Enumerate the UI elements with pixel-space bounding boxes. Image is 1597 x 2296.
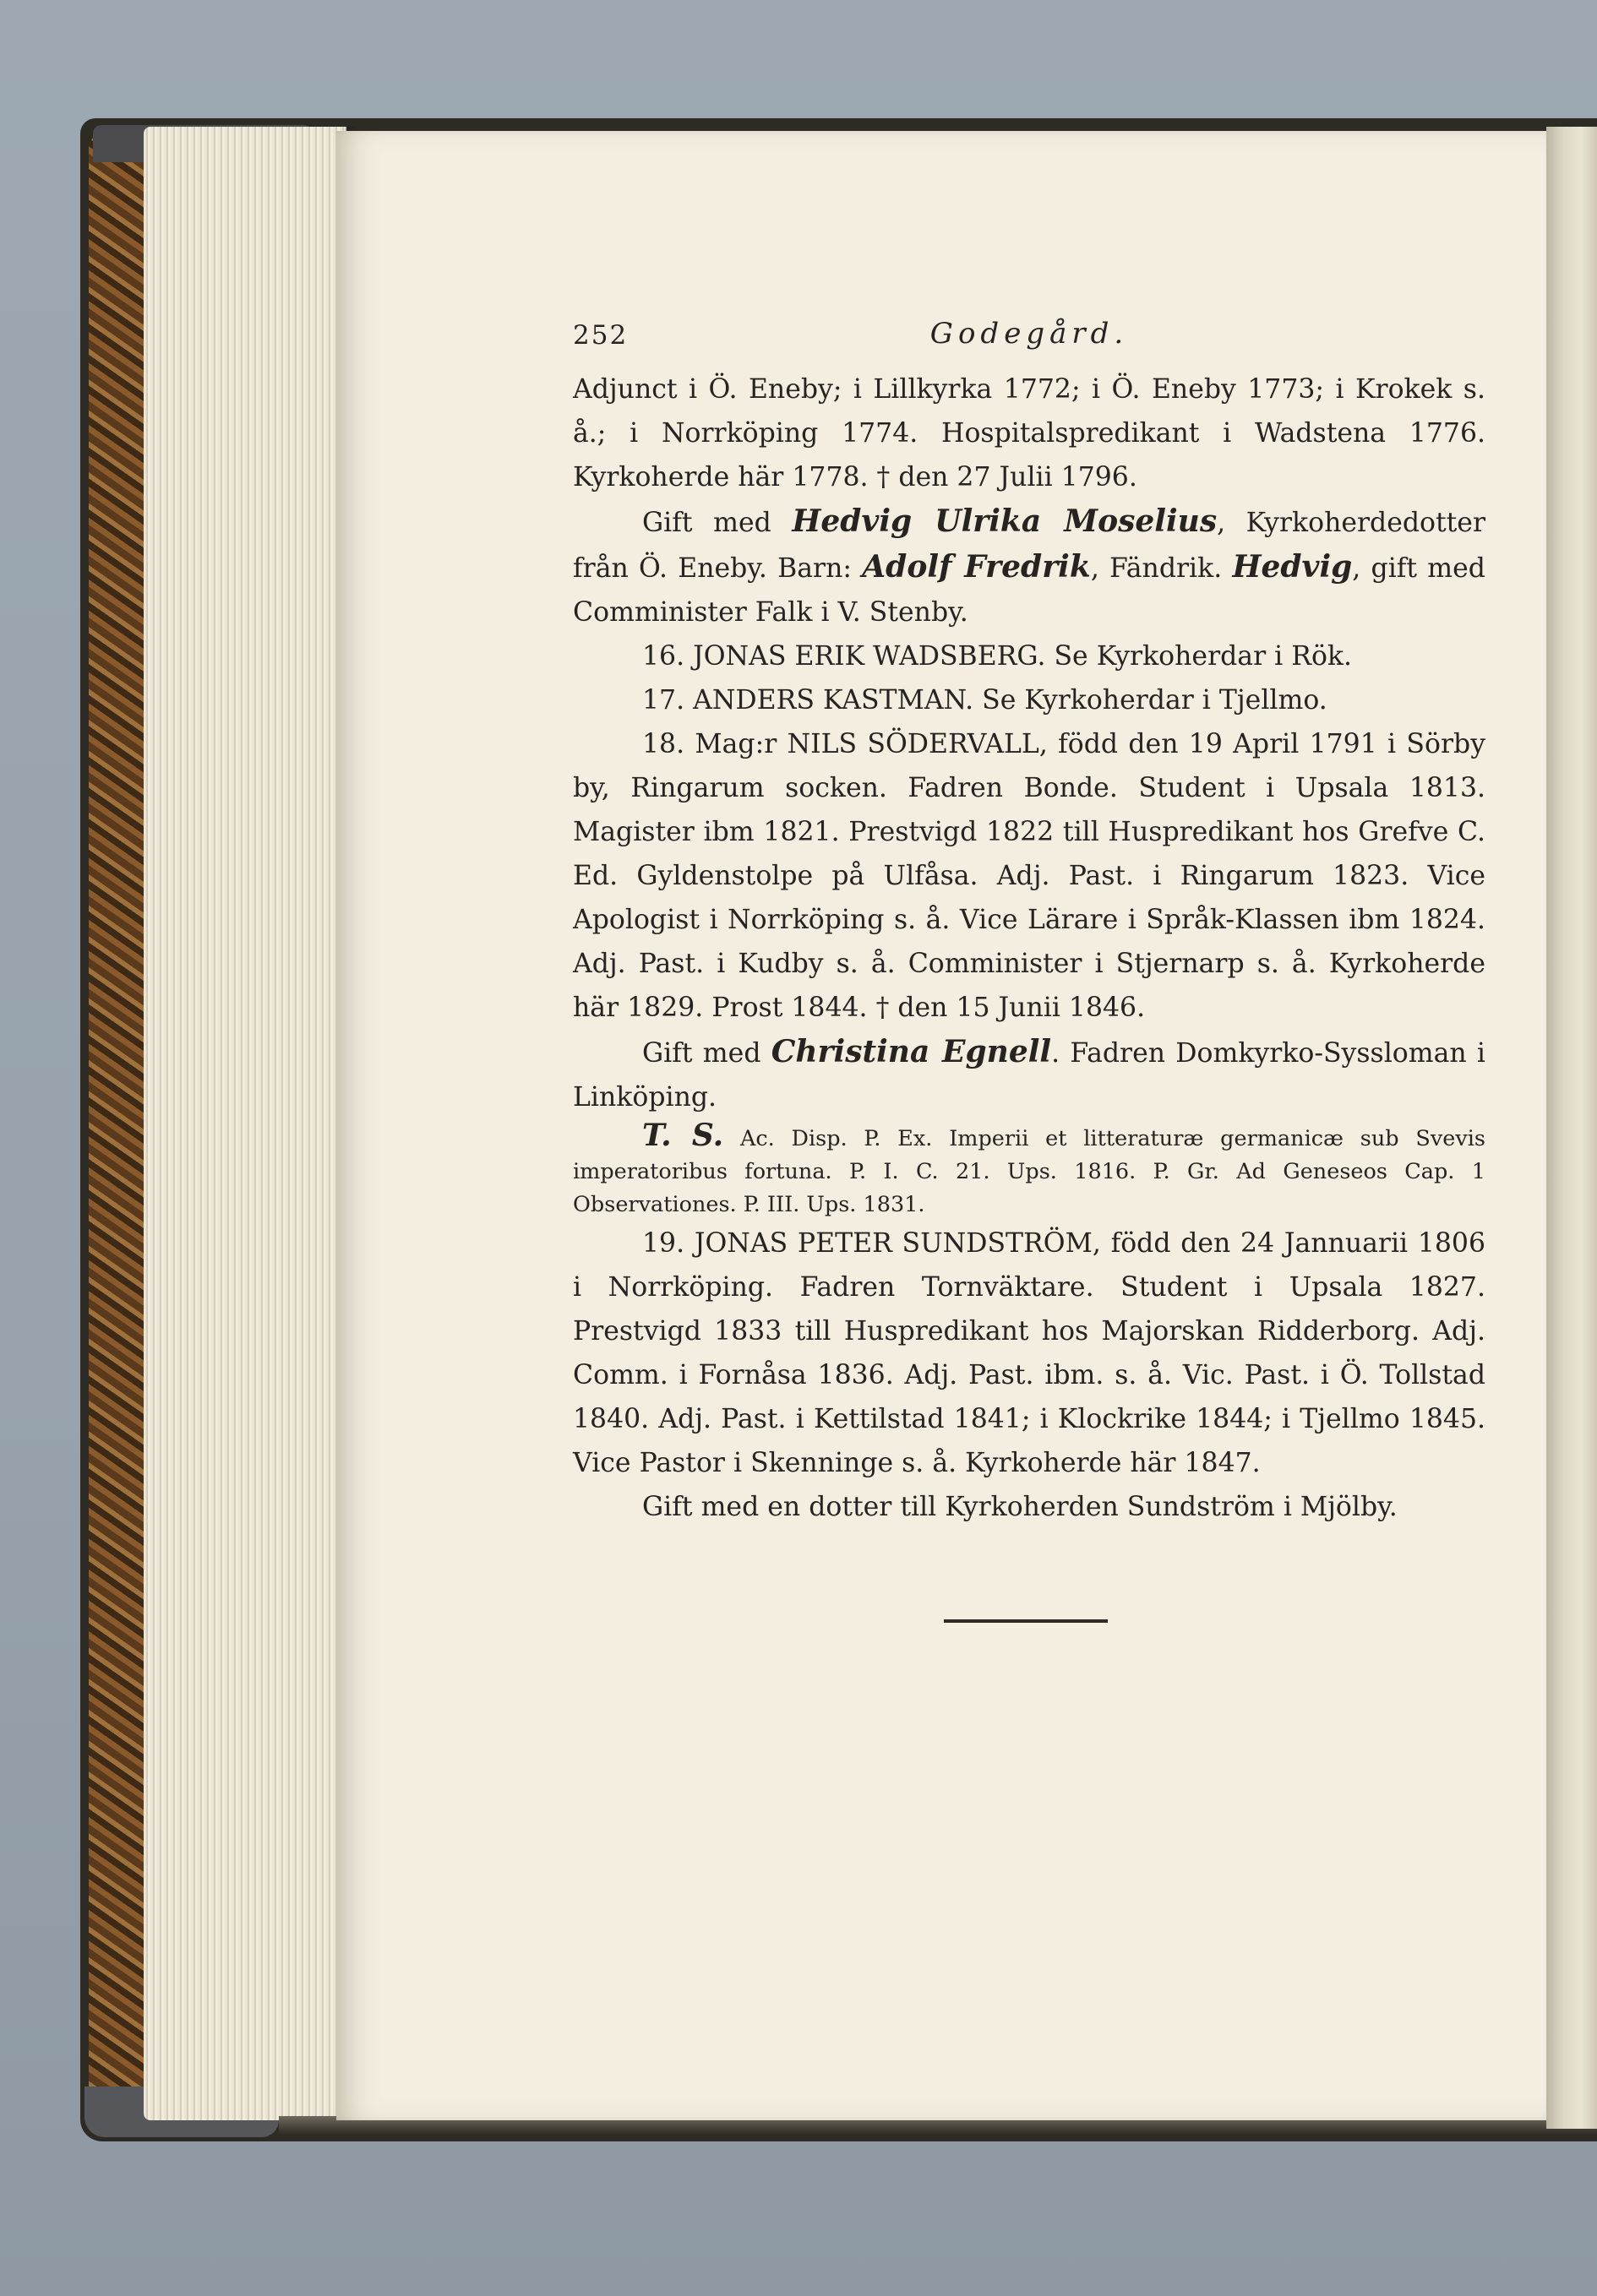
- entry-19: 19. JONAS PETER SUNDSTRÖM, född den 24 Jannuarii 1806 i Norrköping. Fadren Tornväktare. Student i Upsala 1827. Prestvigd 1833 till Huspredikant hos Majorskan Ridderborg. Adj. Comm. i Fornåsa 1836. Adj. Past. ibm. s. å. Vic. Past. i Ö. Tollstad 1840. Adj. Past. i Kettilstad 1841; i Klockrike 1844; i Tjellmo 1845. Vice Pastor i Skenninge s. å. Kyrkoherde här 1847.: [573, 1228, 1485, 1478]
- marriage-paragraph: Gift med en dotter till Kyrkoherden Sundström i Mjölby.: [642, 1492, 1398, 1522]
- entry-continuation: Adjunct i Ö. Eneby; i Lillkyrka 1772; i Ö. Eneby 1773; i Krokek s. å.; i Norrköping 1774. Hospitalspredikant i Wadstena 1776. Kyrkoherde här 1778. † den 27 Julii 1796.: [573, 374, 1485, 492]
- facing-page-edge: [1546, 127, 1597, 2129]
- page-number: 252: [573, 320, 629, 351]
- child-name: Adolf Fredrik: [862, 549, 1091, 585]
- page-text: [573, 317, 1485, 1529]
- section-divider: [944, 1619, 1108, 1623]
- marriage-paragraph: Gift med Christina Egnell. Fadren Domkyrko-Syssloman i Linköping.: [573, 1034, 1485, 1113]
- entry-16: 16. JONAS ERIK WADSBERG. Se Kyrkoherdar i Rök.: [642, 641, 1353, 672]
- marriage-paragraph: Gift med Hedvig Ulrika Moselius, Kyrkoherdedotter från Ö. Eneby. Barn: Adolf Fredrik, Fändrik. Hedvig, gift med Comminister Falk i V. Stenby.: [573, 503, 1486, 628]
- wife-name: Hedvig Ulrika Moselius: [792, 503, 1218, 539]
- writings-label: T. S.: [642, 1118, 724, 1153]
- entry-17: 17. ANDERS KASTMAN. Se Kyrkoherdar i Tjellmo.: [642, 685, 1327, 715]
- writings-paragraph: T. S. Ac. Disp. P. Ex. Imperii et litteraturæ germanicæ sub Svevis imperatoribus fortuna. P. I. C. 21. Ups. 1816. P. Gr. Ad Geneseos Cap. 1 Observationes. P. III. Ups. 1831.: [573, 1118, 1486, 1217]
- wife-name: Christina Egnell: [771, 1034, 1052, 1069]
- child-name: Hedvig: [1232, 549, 1353, 585]
- page-header: [573, 317, 1485, 367]
- entry-18: 18. Mag:r NILS SÖDERVALL, född den 19 April 1791 i Sörby by, Ringarum socken. Fadren Bonde. Student i Upsala 1813. Magister ibm 1821. Prestvigd 1822 till Huspredikant hos Grefve C. Ed. Gyldenstolpe på Ulfåsa. Adj. Past. i Ringarum 1823. Vice Apologist i Norrköping s. å. Vice Lärare i Språk-Klassen ibm 1824. Adj. Past. i Kudby s. å. Comminister i Stjernarp s. å. Kyrkoherde här 1829. Prost 1844. † den 15 Junii 1846.: [573, 729, 1485, 1023]
- page-edges: [144, 127, 346, 2120]
- running-title: Godegård.: [929, 317, 1129, 351]
